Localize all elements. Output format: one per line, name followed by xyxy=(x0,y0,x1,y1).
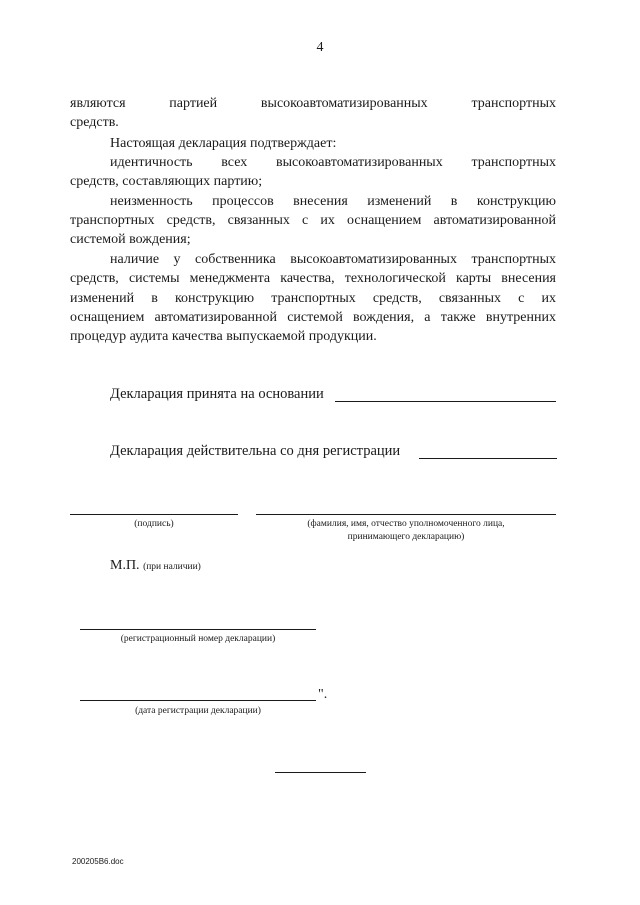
authorized-person-caption-1: (фамилия, имя, отчество уполномоченного лица, xyxy=(307,519,505,529)
paragraph-line: Настоящая декларация подтверждает: xyxy=(110,136,337,151)
stamp-label: М.П. xyxy=(110,558,140,573)
paragraph-line: средств, составляющих партию; xyxy=(70,174,263,189)
paragraph-line: наличие у собственника высокоавтоматизированных транспортных xyxy=(110,252,556,267)
paragraph-line: транспортных средств, связанных с их оснащением автоматизированной xyxy=(70,213,556,228)
authorized-person-line xyxy=(256,514,556,515)
signature-line xyxy=(70,514,238,515)
stamp-place xyxy=(110,558,201,574)
authorized-person-caption-2: принимающего декларацию) xyxy=(347,532,465,542)
declaration-basis-label: Декларация принята на основании xyxy=(110,386,324,402)
paragraph-line: системой вождения; xyxy=(70,232,191,247)
registration-date-suffix: ". xyxy=(318,687,328,702)
paragraph-line: оснащением автоматизированной системой вождения, а также внутренних xyxy=(70,310,556,325)
page-number: 4 xyxy=(316,40,324,55)
registration-date-line xyxy=(80,700,316,701)
registration-date-caption: (дата регистрации декларации) xyxy=(135,706,261,716)
stamp-note: (при наличии) xyxy=(143,562,201,572)
document-filename: 200205B6.doc xyxy=(72,857,124,866)
declaration-validity-label: Декларация действительна со дня регистрации xyxy=(110,443,401,459)
paragraph-line: являются партией высокоавтоматизированных транспортных xyxy=(70,96,556,111)
declaration-basis-field xyxy=(335,401,556,402)
paragraph-line: средств, системы менеджмента качества, технологической карты внесения xyxy=(70,271,556,286)
paragraph-line: изменений в конструкцию транспортных средств, связанных с их xyxy=(70,291,556,306)
registration-number-caption: (регистрационный номер декларации) xyxy=(120,634,276,644)
paragraph-line: неизменность процессов внесения изменений в конструкцию xyxy=(110,194,556,209)
declaration-validity-field xyxy=(419,458,557,459)
paragraph-line: процедур аудита качества выпускаемой продукции. xyxy=(70,329,377,344)
signature-caption: (подпись) xyxy=(134,519,174,529)
paragraph-line: идентичность всех высокоавтоматизированных транспортных xyxy=(110,155,556,170)
registration-number-line xyxy=(80,629,316,630)
closing-separator xyxy=(275,772,366,773)
paragraph-line: средств. xyxy=(70,115,119,130)
